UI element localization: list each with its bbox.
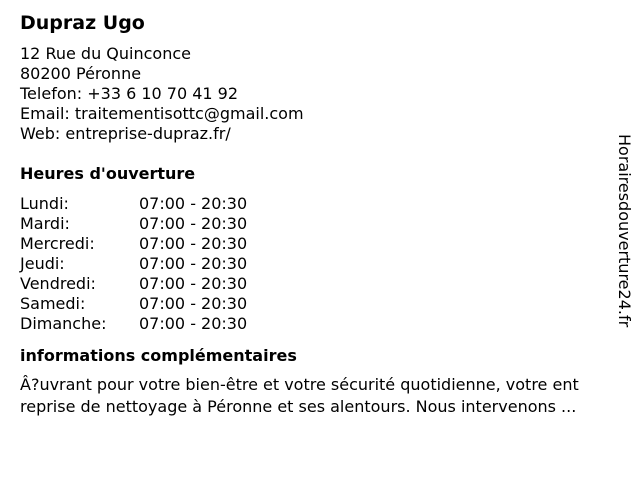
time-range: 07:00 - 20:30: [139, 314, 248, 333]
day-label: Dimanche:: [20, 314, 107, 333]
city-address: 80200 Péronne: [20, 64, 142, 83]
day-label: Mercredi:: [20, 234, 95, 253]
business-name: Dupraz Ugo: [20, 12, 145, 34]
site-watermark: Horairesdouverture24.fr: [615, 134, 634, 328]
website-line: Web: entreprise-dupraz.fr/: [20, 124, 231, 143]
phone-line: Telefon: +33 6 10 70 41 92: [20, 84, 239, 103]
time-range: 07:00 - 20:30: [139, 214, 248, 233]
info-text-line-2: reprise de nettoyage à Péronne et ses alentours. Nous intervenons ...: [20, 397, 577, 416]
additional-info-text: [20, 374, 632, 418]
day-label: Lundi:: [20, 194, 69, 213]
time-range: 07:00 - 20:30: [139, 194, 248, 213]
info-text-line-1: Â?uvrant pour votre bien-être et votre sécurité quotidienne, votre ent: [20, 375, 579, 394]
day-label: Mardi:: [20, 214, 70, 233]
hours-row-wednesday: [20, 234, 630, 254]
day-label: Vendredi:: [20, 274, 96, 293]
hours-row-tuesday: [20, 214, 630, 234]
hours-row-saturday: [20, 294, 630, 314]
day-label: Samedi:: [20, 294, 86, 313]
business-card: [20, 10, 630, 418]
email-line: Email: traitementisottc@gmail.com: [20, 104, 304, 123]
time-range: 07:00 - 20:30: [139, 234, 248, 253]
time-range: 07:00 - 20:30: [139, 254, 248, 273]
time-range: 07:00 - 20:30: [139, 274, 248, 293]
day-label: Jeudi:: [20, 254, 65, 273]
hours-row-sunday: [20, 314, 630, 334]
opening-hours-table: [20, 194, 630, 334]
hours-row-thursday: [20, 254, 630, 274]
time-range: 07:00 - 20:30: [139, 294, 248, 313]
hours-row-monday: [20, 194, 630, 214]
opening-hours-heading: Heures d'ouverture: [20, 164, 196, 183]
hours-row-friday: [20, 274, 630, 294]
contact-block: [20, 44, 630, 144]
street-address: 12 Rue du Quinconce: [20, 44, 191, 63]
additional-info-heading: informations complémentaires: [20, 346, 297, 365]
